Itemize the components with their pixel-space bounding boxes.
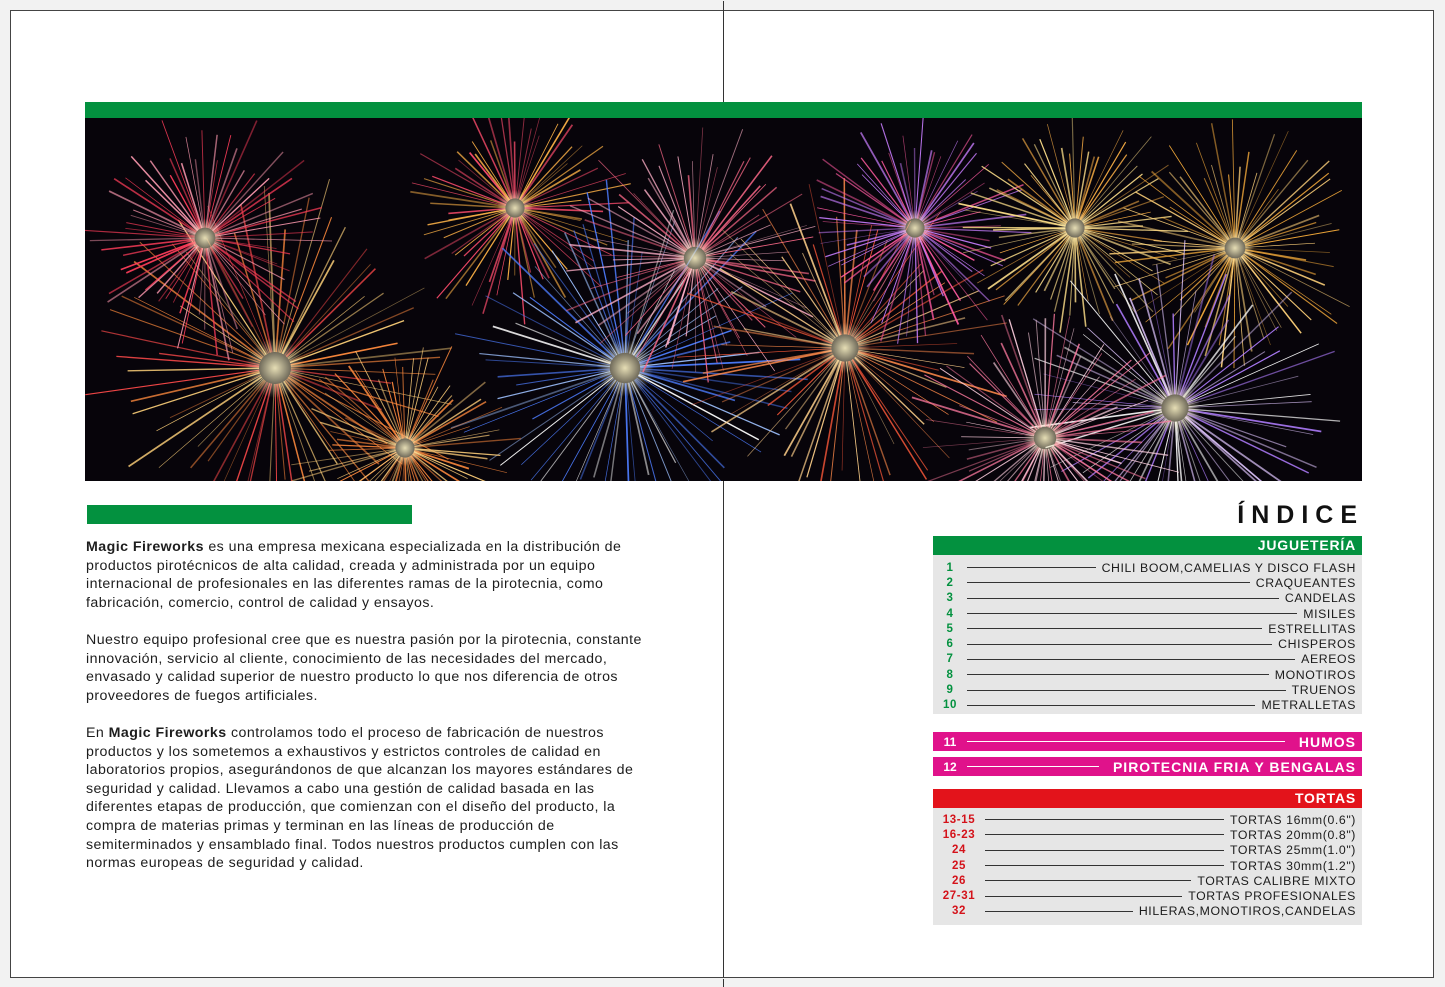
leader-line: [967, 598, 1279, 599]
page-number: 10: [943, 699, 957, 712]
index-row[interactable]: [933, 591, 1362, 606]
page-number: 7: [946, 653, 954, 666]
fold-line-top: [723, 1, 724, 11]
index-title: ÍNDICE: [1237, 501, 1364, 529]
firework-core: [1024, 417, 1066, 459]
leader-line: [967, 674, 1269, 675]
index-row[interactable]: [933, 560, 1362, 575]
leader-line: [967, 705, 1255, 706]
index-row[interactable]: [933, 575, 1362, 590]
page-number: 2: [946, 576, 954, 589]
leader-line: [967, 766, 1099, 767]
fold-line-bottom: [723, 979, 724, 987]
index-row[interactable]: [933, 843, 1362, 858]
page-number: 16-23: [942, 828, 976, 841]
firework-core: [387, 430, 423, 466]
index-row[interactable]: [933, 621, 1362, 636]
index-entry-name: HILERAS,MONOTIROS,CANDELAS: [1138, 904, 1356, 919]
index-entry-name: CHISPEROS: [1278, 637, 1356, 652]
intro-p3-text: controlamos todo el proceso de fabricación de nuestros productos y los sometemos a exhaustivos y estrictos controles de calidad en laboratorios propios, asegurándonos de que alcanzan los mayores estándares de seguridad y calidad. Llevamos a cabo una gestión de calidad basada en las diferentes etapas de producción, que comienzan con el diseño del producto, la compra de materias primas y terminan en las líneas de producción de semiterminados y ensamblado final. Todos nuestros productos cumplen con las normas europeas de seguridad y calidad.: [86, 724, 634, 872]
firework-ray: [844, 178, 845, 334]
leader-line: [985, 819, 1224, 820]
index-entry-name: ESTRELLITAS: [1268, 621, 1356, 636]
index-entry-name: TORTAS 20mm(0.8"): [1230, 827, 1356, 842]
page-number: 11: [943, 734, 957, 749]
leader-line: [967, 644, 1272, 645]
index-row[interactable]: [933, 888, 1362, 903]
firework-core: [1216, 229, 1255, 268]
firework-core: [186, 219, 225, 258]
index-entry-name: METRALLETAS: [1261, 698, 1356, 713]
page-number: 32: [952, 905, 966, 918]
page-number: 1: [946, 561, 954, 574]
intro-paragraph-1: [86, 538, 646, 612]
brand-name: Magic Fireworks: [86, 539, 204, 555]
index-entry-name: TORTAS CALIBRE MIXTO: [1197, 873, 1356, 888]
leader-line: [985, 911, 1133, 912]
leader-line: [967, 628, 1262, 629]
index-row[interactable]: [933, 606, 1362, 621]
tortas-list: [933, 808, 1362, 925]
index-row[interactable]: [933, 904, 1362, 919]
page-number: 27-31: [942, 890, 976, 903]
leader-line: [967, 567, 1096, 568]
fireworks-photo: [85, 118, 1362, 481]
top-green-band: [85, 102, 1362, 118]
firework-core: [497, 190, 533, 226]
intro-paragraph-3: [86, 724, 646, 873]
index-entry-name: AEREOS: [1301, 652, 1356, 667]
intro-paragraph-2: Nuestro equipo profesional cree que es nuestra pasión por la pirotecnia, constante innovación, servicio al cliente, conocimiento de las necesidades del mercado, envasado y calidad superior de nuestro producto lo que nos diferencia de otros proveedores de fuegos artificiales.: [86, 631, 642, 704]
index-entry-name: TORTAS 30mm(1.2"): [1230, 858, 1356, 873]
firework-core: [245, 338, 305, 398]
page-number: 9: [946, 684, 954, 697]
firework-core: [1057, 210, 1093, 246]
leader-line: [985, 896, 1182, 897]
index-entry-name: TRUENOS: [1291, 683, 1356, 698]
index-row[interactable]: [933, 667, 1362, 682]
left-green-bar: [87, 505, 412, 524]
index-entry-name: MISILES: [1303, 606, 1356, 621]
brochure-spread: [10, 10, 1434, 978]
page-number: 5: [946, 622, 954, 635]
leader-line: [967, 690, 1286, 691]
leader-line: [985, 865, 1224, 866]
page-number: 8: [946, 668, 954, 681]
index-entry-name: CANDELAS: [1284, 591, 1356, 606]
leader-line: [985, 834, 1224, 835]
index-row[interactable]: [933, 827, 1362, 842]
firework-ray: [963, 227, 1066, 228]
jugueteria-header: JUGUETERÍA: [933, 536, 1362, 555]
leader-line: [967, 741, 1285, 742]
firework-core: [820, 323, 871, 374]
page-number: 13-15: [942, 813, 976, 826]
index-row[interactable]: [933, 873, 1362, 888]
index-row[interactable]: [933, 652, 1362, 667]
index-row[interactable]: [933, 698, 1362, 713]
humos-row[interactable]: [933, 732, 1362, 751]
leader-line: [967, 582, 1250, 583]
index-entry-name: TORTAS 25mm(1.0"): [1230, 843, 1356, 858]
index-row[interactable]: [933, 858, 1362, 873]
page-number: 24: [952, 844, 966, 857]
page-number: 25: [952, 859, 966, 872]
pirotecnia-row[interactable]: [933, 757, 1362, 776]
page-number: 26: [952, 874, 966, 887]
index-row[interactable]: [933, 636, 1362, 651]
leader-line: [985, 850, 1224, 851]
page-number: 6: [946, 638, 954, 651]
index-entry-name: CHILI BOOM,CAMELIAS Y DISCO FLASH: [1101, 560, 1356, 575]
index-entry-name: MONOTIROS: [1274, 667, 1356, 682]
brand-name: Magic Fireworks: [108, 724, 227, 741]
firework-core: [897, 210, 933, 246]
leader-line: [985, 880, 1191, 881]
index-entry-name: HUMOS: [1298, 733, 1356, 750]
tortas-header: TORTAS: [933, 789, 1362, 808]
index-row[interactable]: [933, 682, 1362, 697]
intro-p3-pre: En: [86, 724, 109, 741]
jugueteria-list: [933, 555, 1362, 714]
firework-core: [674, 237, 716, 279]
index-row[interactable]: [933, 812, 1362, 827]
index-entry-name: PIROTECNIA FRIA Y BENGALAS: [1112, 758, 1356, 775]
firework-core: [1150, 383, 1201, 434]
leader-line: [967, 613, 1297, 614]
index-entry-name: TORTAS 16mm(0.6"): [1230, 812, 1356, 827]
page-number: 3: [946, 592, 954, 605]
page-number: 12: [943, 759, 957, 774]
page-number: 4: [946, 607, 954, 620]
intro-p1-text: es una empresa mexicana especializada en la distribución de productos pirotécnicos de alta calidad, creada y administrada por un equipo internacional de profesionales en las diferentes ramas de la pirotecnia, como fabricación, comercio, control de calidad y ensayos.: [86, 539, 622, 611]
fireworks-image: [85, 118, 1362, 481]
intro-text: [86, 538, 646, 891]
index-entry-name: CRAQUEANTES: [1255, 575, 1356, 590]
index-entry-name: TORTAS PROFESIONALES: [1188, 889, 1356, 904]
leader-line: [967, 659, 1295, 660]
